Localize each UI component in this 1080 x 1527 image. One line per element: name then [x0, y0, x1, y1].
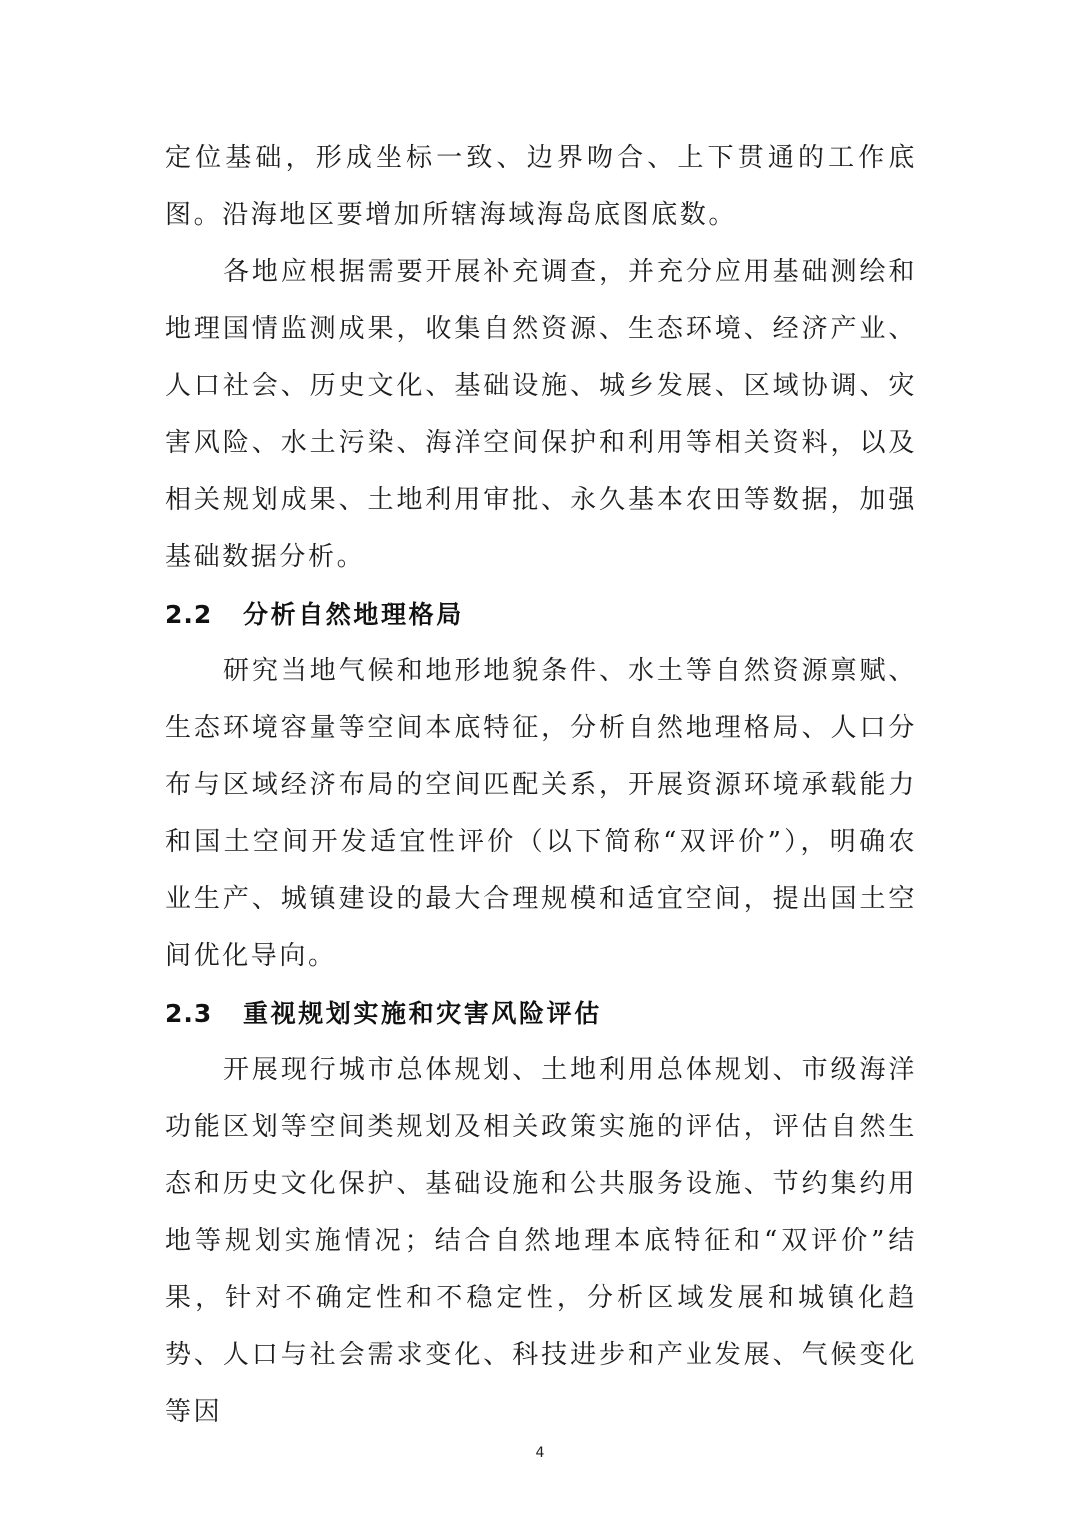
document-body — [165, 130, 917, 1441]
section-title: 分析自然地理格局 — [243, 600, 464, 629]
paragraph-natural-geography: 研究当地气候和地形地貌条件、水土等自然资源禀赋、生态环境容量等空间本底特征，分析自然地理格局、人口分布与区域经济布局的空间匹配关系，开展资源环境承载能力和国土空间开发适宜性评价（以下简称“双评价”），明确农业生产、城镇建设的最大合理规模和适宜空间，提出国土空间优化导向。 — [165, 656, 917, 971]
section-heading-2-3 — [165, 985, 917, 1042]
paragraph-supplementary-survey: 各地应根据需要开展补充调查，并充分应用基础测绘和地理国情监测成果，收集自然资源、生态环境、经济产业、人口社会、历史文化、基础设施、城乡发展、区域协调、灾害风险、水土污染、海洋空间保护和利用等相关资料，以及相关规划成果、土地利用审批、永久基本农田等数据，加强基础数据分析。 — [165, 257, 917, 572]
page-number: 4 — [535, 1445, 545, 1461]
section-title: 重视规划实施和灾害风险评估 — [243, 999, 602, 1028]
paragraph-continued: 定位基础，形成坐标一致、边界吻合、上下贯通的工作底图。沿海地区要增加所辖海域海岛底图底数。 — [165, 143, 917, 230]
section-number: 2.3 — [165, 999, 213, 1028]
section-heading-2-2 — [165, 586, 917, 643]
paragraph-implementation-assessment: 开展现行城市总体规划、土地利用总体规划、市级海洋功能区划等空间类规划及相关政策实施的评估，评估自然生态和历史文化保护、基础设施和公共服务设施、节约集约用地等规划实施情况；结合自然地理本底特征和“双评价”结果，针对不确定性和不稳定性，分析区域发展和城镇化趋势、人口与社会需求变化、科技进步和产业发展、气候变化等因 — [165, 1055, 917, 1427]
section-number: 2.2 — [165, 600, 213, 629]
